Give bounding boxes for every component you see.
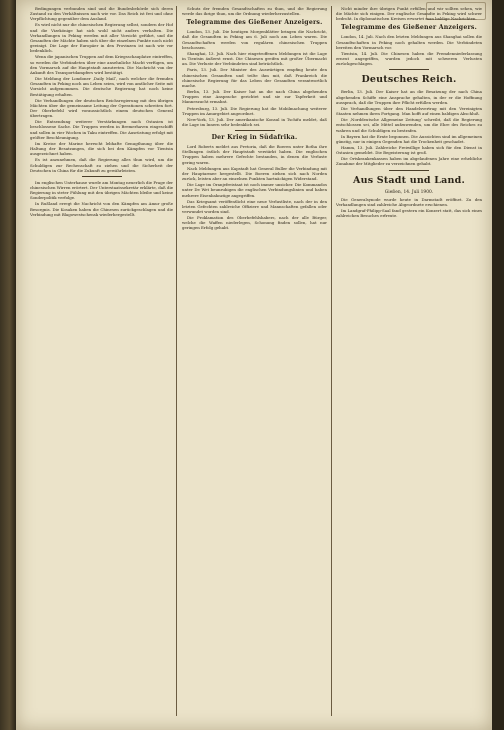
section-heading: Telegramme des Gießener Anzeigers. <box>341 24 477 32</box>
paragraph: Die Verhandlungen über den Handelsvertrag mit den Vereinigten Staaten nehmen ihren Fortgang. Man hofft auf einen baldigen Abschluß. <box>336 105 482 117</box>
paragraph: Paris, 13. Juli. Der Minister des Auswärtigen empfing heute den chinesischen Gesandten und teilte ihm mit, daß Frankreich die chinesische Regierung für das Leben der Gesandten verantwortlich mache. <box>182 67 327 88</box>
paragraph: Die ‚Norddeutsche Allgemeine Zeitung‘ schreibt, daß die Regierung entschlossen sei, alle Mittel aufzuwenden, um die Ehre des Reiches zu wahren und die Schuldigen zu bestrafen. <box>336 117 482 133</box>
paragraph: Im Kreise der Marine herrscht lebhafte Genugthuung über die Haltung der Besatzungen, die sich bei den Kämpfen vor Tientsin ausgezeichnet haben. <box>30 140 173 157</box>
section-divider <box>389 69 429 70</box>
paragraph: In Rußland erregt die Nachricht von den Kämpfen am Amur große Besorgnis. Die Kosaken haben die Chinesen zurückgeschlagen und die Verbindung mit Blagowestschensk wiederhergestellt. <box>30 201 173 217</box>
paragraph: Die Generalsynode wurde heute in Darmstadt eröffnet. Zu den Verhandlungen sind zahlreiche Abgeordnete erschienen. <box>336 196 482 207</box>
section-divider <box>235 130 275 131</box>
paragraph: Nicht minder ihre übrigen Punkt erfüllen und wir sollten sehen, wie die Mächte sich einigen. Der englische Gesandte in Peking wird schwer bedroht. In diplomatischen Kreisen erwartet man baldige Nachrichten. <box>336 6 482 22</box>
paragraph: Shanghai, 13. Juli. Nach hier eingetroffenen Meldungen ist die Lage in Tientsin äußerst ernst. Die Chinesen greifen mit großer Übermacht an. Die Verluste der Verbündeten sind beträchtlich. <box>182 50 327 67</box>
paragraph: Die Verhandlungen der deutschen Reichsregierung mit den übrigen Mächten über die gemeinsame Leitung der Operationen schreiten fort. Der Oberbefehl wird voraussichtlich einem deutschen General übertragen. <box>30 97 173 119</box>
paragraph: Berlin, 13. Juli. Der Kaiser hat an die Besatzung der nach China abgehenden Schiffe eine Ansprache gehalten, in der er die Hoffnung aussprach, daß die Truppen ihre Pflicht erfüllen werden. <box>336 89 482 105</box>
section-divider <box>82 176 122 177</box>
section-heading: Telegramme des Gießener Anzeigers. <box>186 19 323 27</box>
paragraph: Es ist anzunehmen, daß die Regierung alles thun wird, um die Schuldigen zur Rechenschaft zu ziehen und die Sicherheit der Deutschen in China für die Zukunft zu gewährleisten. <box>30 157 173 173</box>
paragraph: Berlin, 13. Juli. Der Kaiser hat an die nach China abgehenden Truppen eine Ansprache gerichtet und sie zur Tapferkeit und Manneszucht ermahnt. <box>182 89 327 105</box>
section-heading: Deutsches Reich. <box>361 74 457 86</box>
column-1 <box>30 6 173 720</box>
section-heading: Der Krieg in Südafrika. <box>211 134 298 142</box>
paragraph: Es wird nicht nur die chinesischen Regierung selbst, sondern der Hof und die Vizekönige hat sich wohl nicht anders verhalten. Die Verhandlungen in Peking werden mit aller Vorsicht geführt, und die Gesandten der Mächte haben sich über die einzelnen Punkte noch nicht geeinigt. Die Lage der Europäer in den Provinzen ist nach wie vor bedenklich. <box>30 22 173 54</box>
paragraph: Die Entsendung weiterer Verstärkungen nach Ostasien ist beschlossene Sache. Die Truppen werden in Bremerhaven eingeschifft und sollen in vier Wochen in Taku eintreffen. Die Ausrüstung erfolgt mit größter Beschleunigung. <box>30 119 173 140</box>
paragraph: Die Lage im Oranjefreistaat ist noch immer unsicher. Die Kommandos unter De Wet beunruhigen die englischen Verbindungslinien und haben mehrere Eisenbahnzüge angegriffen. <box>182 182 327 198</box>
column-rule <box>331 6 332 716</box>
column-3 <box>336 6 482 720</box>
paragraph: Im englischen Unterhause wurde am Montag neuerlich die Frage der chinesischen Wirren erörtert. Der Unterstaatssekretär erklärte, daß die Regierung in steter Fühlung mit den übrigen Mächten bleibe und keine Sonderpolitik verfolge. <box>30 179 173 201</box>
paragraph: London, 13. Juli. Die heutigen Morgenblätter bringen die Nachricht, daß die Gesandten in Peking am 6. Juli noch am Leben waren. Die Gesandtschaften werden von regulären chinesischen Truppen beschossen. <box>182 29 327 50</box>
column-2 <box>182 6 327 720</box>
paragraph: Die Proklamation des Oberbefehlshabers, nach der alle Bürger, welche die Waffen niederlegen, Schonung finden sollen, hat nur geringen Erfolg gehabt. <box>182 215 327 231</box>
paragraph: Bedingungen verbunden sind und die Bundesbehörde sich deren Zustand zu den Verhältnissen nach wie vor. Das Reich ist frei und ohne Verpflichtung gegenüber dem Ausland. <box>30 6 173 22</box>
paragraph: In Bayern hat die Ernte begonnen. Die Aussichten sind im allgemeinen günstig, nur in einigen Gegenden hat die Trockenheit geschadet. <box>336 133 482 144</box>
scan-edge <box>0 0 16 730</box>
paragraph: Das Kriegsamt veröffentlicht eine neue Verlustliste, nach der in den letzten Gefechten zahlreiche Offiziere und Mannschaften gefallen oder verwundet worden sind. <box>182 198 327 214</box>
newspaper-page <box>16 0 492 730</box>
paragraph: New-York, 13. Juli. Der amerikanische Konsul in Tschifu meldet, daß die Lage im Innern sehr bedenklich sei. <box>182 116 327 127</box>
paragraph: London, 14. Juli. Nach den letzten Meldungen aus Shanghai sollen die Gesandtschaften in Peking noch gehalten werden. Die Verbündeten bereiten den Vormarsch vor. <box>336 34 482 50</box>
paragraph: Lord Roberts meldet aus Pretoria, daß die Boeren unter Botha ihre Stellungen östlich der Hauptstadt verstärkt haben. Die englischen Truppen haben mehrere Gefechte bestanden, in denen die Verluste gering waren. <box>182 144 327 165</box>
paragraph: Die Ortskrankenkassen haben im abgelaufenen Jahre eine erhebliche Zunahme der Mitglieder zu verzeichnen gehabt. <box>336 156 482 167</box>
paragraph: Schutz der fremden Gesandtschaften zu thun, und die Regierung werde das ihrige thun, um die Ordnung wiederherzustellen. <box>182 6 327 17</box>
paragraph: Im Landgraf‑Philipp‑Saal fand gestern ein Konzert statt, das sich eines zahlreichen Besuches erfreute. <box>336 208 482 219</box>
paragraph: Nach Meldungen aus Kapstadt hat General Buller die Verbindung mit der Hauptarmee hergestellt. Die Boeren ziehen sich nach Norden zurück, leisten aber an einzelnen Punkten hartnäckigen Widerstand. <box>182 165 327 182</box>
column-rule <box>176 6 177 716</box>
section-heading: Aus Stadt und Land. <box>353 174 465 186</box>
dateline: Gießen, 14. Juli 1900. <box>384 189 434 195</box>
paragraph: Hamm, 13. Juli. Zahlreiche Freiwillige haben sich für den Dienst in Ostasien gemeldet. Die Begeisterung ist groß. <box>336 144 482 156</box>
section-divider <box>389 170 429 171</box>
paragraph: Petersburg, 13. Juli. Die Regierung hat die Mobilmachung weiterer Truppen im Amurgebiet angeordnet. <box>182 105 327 116</box>
paragraph: Tientsin, 14. Juli. Die Chinesen haben die Fremdenniederlassung erneut angegriffen, wurden jedoch mit schweren Verlusten zurückgeschlagen. <box>336 50 482 67</box>
paragraph: Wenn die japanischen Truppen auf dem Kriegsschauplatze eintreffen, so werden die Verbündeten über eine ansehnliche Macht verfügen, um den Vormarsch auf die Hauptstadt anzutreten. Die Nachricht von der Ankunft des Transportdampfers wird bestätigt. <box>30 54 173 75</box>
paragraph: Die Meldung der Londoner ‚Daily Mail‘, nach welcher die fremden Gesandten in Peking noch am Leben seien, wird von amtlicher Seite mit Vorsicht aufgenommen. Die deutsche Regierung hat noch keine Bestätigung erhalten. <box>30 76 173 97</box>
